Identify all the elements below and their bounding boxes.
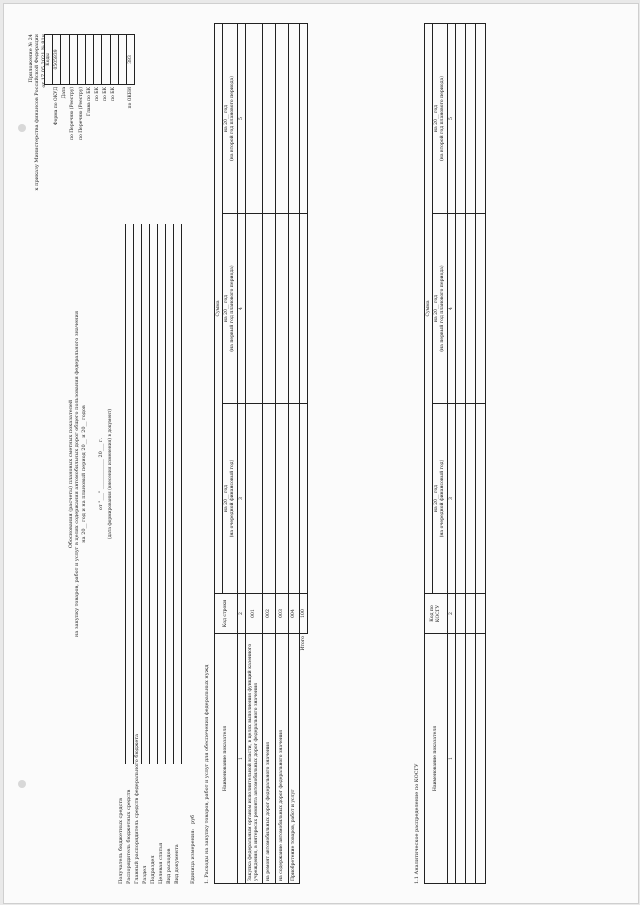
codes-label: по БК: [94, 86, 100, 101]
col-code-header: Код по КОСГУ: [425, 594, 448, 634]
cell-value: [300, 214, 308, 404]
cell-value: [289, 404, 300, 594]
col-number: 2: [238, 594, 246, 634]
codes-header: Коды: [45, 35, 53, 85]
field-label: Целевая статья: [158, 842, 164, 884]
codes-table: [44, 34, 135, 194]
cell-value: [476, 214, 486, 404]
field-underline: [125, 224, 126, 764]
field-label: Подраздел: [150, 855, 156, 884]
col-number: 4: [238, 214, 246, 404]
table-row: [289, 23, 300, 883]
unit-value: руб: [190, 814, 196, 824]
cell-value: [263, 23, 276, 213]
col-number: 4: [448, 214, 456, 404]
cell-value: [289, 214, 300, 404]
cell-value: [476, 634, 486, 884]
section11-table: [424, 23, 486, 884]
cell-value: [246, 404, 263, 594]
table-row: [456, 23, 466, 883]
codes-value: [77, 35, 85, 85]
row-name: на содержание автомобильных дорог федерального значения: [276, 634, 289, 884]
field-underline: [181, 224, 182, 764]
field-label: Вид расходов: [166, 848, 172, 884]
cell-value: [466, 214, 476, 404]
field-underline: [165, 224, 166, 764]
codes-value: [85, 35, 93, 85]
appendix-line1: Приложение № 24: [28, 34, 34, 83]
date-line: от "___" ____________ 20___ г.: [98, 437, 104, 511]
table-row: [466, 23, 476, 883]
cell-value: [276, 404, 289, 594]
codes-label: по Перечню (Реестру): [70, 86, 76, 140]
row-code: 002: [263, 594, 276, 634]
section1-table: [214, 23, 308, 884]
cell-value: [456, 23, 466, 213]
col5-header: на 20__ год (на второй год планового периода): [223, 23, 238, 213]
codes-label: по БК: [103, 86, 109, 101]
col5-header: на 20__ год (на второй год планового периода): [433, 23, 448, 213]
col4-header: на 20__ год (на первый год планового периода): [433, 214, 448, 404]
codes-label: по Перечню (Реестру): [78, 86, 84, 140]
unit-label: Единица измерения:: [190, 828, 196, 884]
cell-value: [456, 214, 466, 404]
cell-value: [466, 634, 476, 884]
codes-value: [69, 35, 77, 85]
cell-value: [456, 594, 466, 634]
col3-header: на 20__ год (на очередной финансовый год): [433, 404, 448, 594]
codes-label: Дата: [62, 86, 68, 99]
field-underline: [149, 224, 150, 764]
document-title: [68, 234, 87, 714]
total-code: 100: [300, 594, 308, 634]
field-label: Раздел: [142, 865, 148, 884]
section11-title: 1.1 Аналитическое распределение по КОСГУ: [414, 763, 420, 884]
cell-value: [276, 23, 289, 213]
codes-label: по БК: [111, 86, 117, 101]
cell-value: [476, 23, 486, 213]
col-name-header: Наименование показателя: [425, 634, 448, 884]
cell-value: [466, 404, 476, 594]
appendix-line2: к приказу Министерства финансов Российской Федерации: [34, 34, 41, 191]
cell-value: [263, 404, 276, 594]
col-sum-header: Сумма: [215, 23, 223, 593]
row-name: Приобретение товаров, работ и услуг: [289, 634, 300, 884]
cell-value: [276, 214, 289, 404]
field-label: Получатель бюджетных средств: [118, 798, 124, 884]
field-underline: [173, 224, 174, 764]
col-sum-header: Сумма: [425, 23, 433, 593]
col-number: 3: [448, 404, 456, 594]
field-underline: [133, 224, 134, 764]
field-label: Вид документа: [174, 844, 180, 884]
codes-value: [102, 35, 110, 85]
codes-label: Глава по БК: [86, 86, 92, 116]
codes-value: [110, 35, 118, 85]
col-code-header: Код строки: [215, 594, 238, 634]
field-underline: [141, 224, 142, 764]
codes-value: 383: [126, 35, 134, 85]
date-caption: (дата формирования (внесения изменения) в документ): [108, 408, 113, 540]
cell-value: [476, 404, 486, 594]
col-number: 5: [448, 23, 456, 213]
table-row-total: [300, 23, 308, 883]
cell-value: [476, 594, 486, 634]
codes-value: [118, 35, 126, 85]
col-number: 5: [238, 23, 246, 213]
row-code: 003: [276, 594, 289, 634]
row-code: 004: [289, 594, 300, 634]
field-label: Распорядитель бюджетных средств: [126, 789, 132, 884]
cell-value: [263, 214, 276, 404]
col-number: 3: [238, 404, 246, 594]
cell-value: [456, 634, 466, 884]
document-page: [3, 3, 639, 904]
cell-value: [246, 23, 263, 213]
table-row: [276, 23, 289, 883]
cell-value: [466, 594, 476, 634]
table-row: [263, 23, 276, 883]
codes-value: [61, 35, 69, 85]
cell-value: [300, 404, 308, 594]
col-number: 1: [448, 634, 456, 884]
col-number: 1: [238, 634, 246, 884]
codes-label: [118, 84, 126, 194]
row-name: Закупка федеральным органом исполнительной власти, в целях выполнения функций казенного учреждения, в интересах ремонта автомобильных дорог федерального значения: [246, 634, 263, 884]
field-underline: [157, 224, 158, 764]
row-code: 001: [246, 594, 263, 634]
row-name: на ремонт автомобильных дорог федерального значения: [263, 634, 276, 884]
table-row: [246, 23, 263, 883]
col4-header: на 20__ год (на первый год планового периода): [223, 214, 238, 404]
total-label: Итого: [300, 634, 308, 884]
codes-value: 0505839: [53, 35, 61, 85]
cell-value: [246, 214, 263, 404]
title-line2: на закупку товаров, работ и услуг в целях содержания автомобильных дорог общего пользования федерального значения: [74, 311, 81, 637]
title-line1: Обоснования (расчеты) плановых сметных показателей: [68, 399, 74, 549]
cell-value: [466, 23, 476, 213]
cell-value: [289, 23, 300, 213]
table-row: [476, 23, 486, 883]
cell-value: [300, 23, 308, 213]
col3-header: на 20__ год (на очередной финансовый год): [223, 404, 238, 594]
field-label: Главный распорядитель средств федерального бюджета: [134, 733, 140, 884]
codes-label: Форма по ОКУД: [53, 86, 59, 126]
col-number: 2: [448, 594, 456, 634]
appendix-line3: от 17.05.2021 № 81н: [40, 34, 47, 88]
codes-label: по ОКЕИ: [127, 86, 133, 109]
rotated-content: [22, 14, 632, 894]
codes-value: [94, 35, 102, 85]
col-name-header: Наименование показателя: [215, 634, 238, 884]
section1-title: 1. Расходы на закупку товаров, работ и услуг для обеспечения федеральных нужд: [204, 664, 210, 884]
cell-value: [456, 404, 466, 594]
title-line3: на 20__ год и на плановый период 20__ и 20__ годов: [80, 405, 87, 543]
